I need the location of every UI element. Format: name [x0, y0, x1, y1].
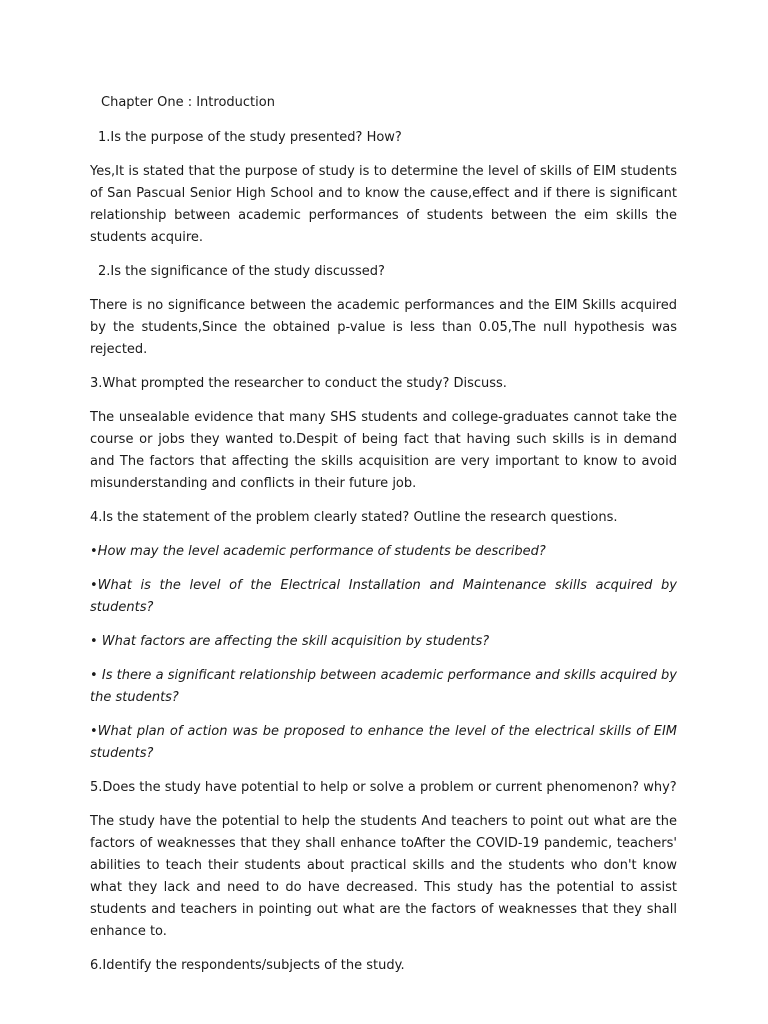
question-3: 3.What prompted the researcher to conduct the study? Discuss. [90, 376, 507, 391]
answer-1: Yes,It is stated that the purpose of study is to determine the level of skills of EIM students of San Pascual Senior High School and to know the cause,effect and if there is significant relationship between academic performances of students between the eim skills the students acquire. [90, 164, 677, 245]
answer-3: The unsealable evidence that many SHS students and college-graduates cannot take the course or jobs they wanted to.Despit of being fact that having such skills is in demand and The factors that affecting the skills acquisition are very important to know to avoid misunderstanding and conflicts in their future job. [90, 410, 677, 491]
document-page [90, 92, 677, 989]
answer-5: The study have the potential to help the students And teachers to point out what are the factors of weaknesses that they shall enhance toAfter the COVID-19 pandemic, teachers' abilities to teach their students about practical skills and the students who don't know what they lack and need to do have decreased. This study has the potential to assist students and teachers in pointing out what are the factors of weaknesses that they shall enhance to. [90, 814, 677, 939]
answer-2: There is no significance between the academic performances and the EIM Skills acquired by the students,Since the obtained p-value is less than 0.05,The null hypothesis was rejected. [90, 298, 677, 357]
research-question-bullet: •What plan of action was be proposed to enhance the level of the electrical skills of EIM students? [90, 724, 677, 761]
chapter-title: Chapter One : Introduction [101, 95, 275, 110]
research-question-bullet: •What is the level of the Electrical Installation and Maintenance skills acquired by students? [90, 578, 677, 615]
question-1: 1.Is the purpose of the study presented? How? [98, 130, 402, 145]
research-question-bullet: • What factors are affecting the skill acquisition by students? [90, 634, 490, 649]
research-question-bullet: • Is there a significant relationship between academic performance and skills acquired by the students? [90, 668, 677, 705]
question-2: 2.Is the significance of the study discussed? [98, 264, 385, 279]
question-4: 4.Is the statement of the problem clearly stated? Outline the research questions. [90, 510, 618, 525]
question-5: 5.Does the study have potential to help or solve a problem or current phenomenon? why? [90, 780, 677, 795]
question-6: 6.Identify the respondents/subjects of the study. [90, 958, 405, 973]
research-question-bullet: •How may the level academic performance of students be described? [90, 544, 546, 559]
